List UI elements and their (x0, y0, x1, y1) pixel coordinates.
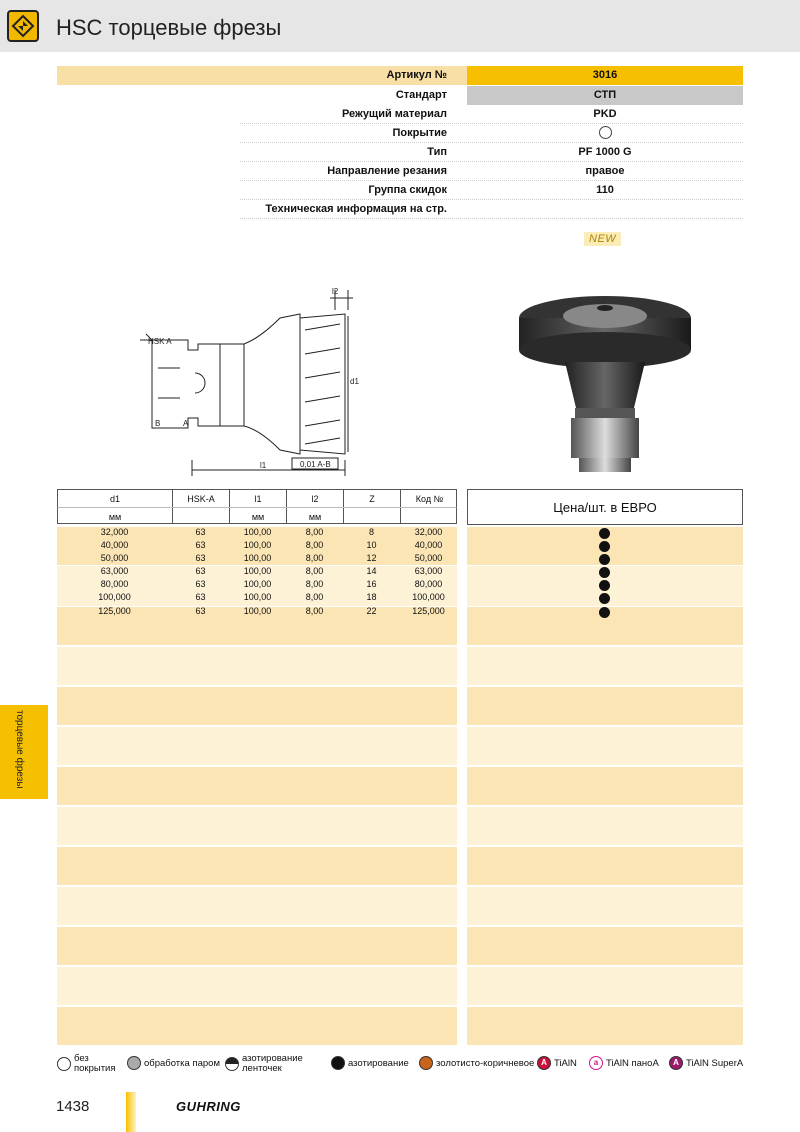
table-band (57, 927, 457, 965)
spec-label: Техническая информация на стр. (265, 203, 447, 215)
cell-z: 14 (366, 566, 377, 576)
cell-z: 8 (368, 527, 374, 537)
legend-label: TiAlN паноA (606, 1057, 659, 1069)
brand-logo: GUHRING (176, 1099, 241, 1114)
spec-row-standard (57, 86, 743, 105)
spec-value (467, 124, 743, 143)
unit-cell: мм (58, 508, 173, 523)
spec-row-material (240, 105, 743, 124)
cell-d1: 40,000 (100, 540, 129, 550)
availability-dot-icon (599, 554, 610, 565)
steam-treatment-icon (127, 1056, 141, 1070)
table-row (57, 566, 457, 579)
spec-label: Тип (427, 146, 447, 158)
spec-label: Группа скидок (368, 184, 447, 196)
cell-z: 16 (366, 579, 377, 589)
cell-l2: 8,00 (305, 592, 324, 602)
cell-l2: 8,00 (305, 553, 324, 563)
availability-dot-icon (599, 541, 610, 552)
cell-code: 32,000 (414, 527, 443, 537)
cell-l1: 100,00 (243, 540, 272, 550)
availability-dot-icon (599, 528, 610, 539)
table-band (57, 807, 457, 845)
legend-item-bronze (419, 1056, 534, 1070)
table-row (57, 606, 457, 619)
spec-label: Направление резания (327, 165, 447, 177)
legend-label-line: покрытия (74, 1063, 116, 1074)
legend-label: азотирование (348, 1057, 409, 1069)
cell-code: 63,000 (414, 566, 443, 576)
cell-l2: 8,00 (305, 540, 324, 550)
cell-hsk: 63 (195, 553, 206, 563)
table-band (57, 967, 457, 1005)
cell-code: 100,000 (412, 592, 445, 602)
legend-item-tialn-nano (589, 1056, 659, 1070)
cell-code: 80,000 (414, 579, 443, 589)
cell-hsk: 63 (195, 527, 206, 537)
spec-label: Покрытие (392, 127, 447, 139)
cell-d1: 125,000 (98, 606, 131, 616)
uncoated-icon (57, 1057, 71, 1071)
cell-d1: 63,000 (100, 566, 129, 576)
availability-dot-icon (599, 593, 610, 604)
legend-item-steam (127, 1056, 220, 1070)
cell-hsk: 63 (195, 592, 206, 602)
price-band (467, 727, 743, 765)
table-header-row (57, 489, 457, 507)
spec-row-coating (240, 124, 743, 143)
price-band (467, 767, 743, 805)
cell-d1: 80,000 (100, 579, 129, 589)
cell-d1: 50,000 (100, 553, 129, 563)
cell-z: 22 (366, 606, 377, 616)
cell-code: 125,000 (412, 606, 445, 616)
column-header: HSK-A (173, 490, 230, 507)
cell-l2: 8,00 (305, 566, 324, 576)
spec-row-type (240, 143, 743, 162)
datum-a-label: A (183, 419, 189, 428)
spec-value: 110 (596, 184, 614, 196)
column-header: l1 (230, 490, 287, 507)
unit-cell (173, 508, 230, 523)
unit-cell (344, 508, 401, 523)
page-number: 1438 (56, 1098, 90, 1115)
table-row (57, 540, 457, 553)
price-band (467, 887, 743, 925)
spec-value (467, 200, 743, 219)
spec-value: СТП (467, 86, 743, 105)
spec-value: PKD (593, 108, 617, 120)
footer-accent-bar (126, 1092, 136, 1132)
cell-code: 40,000 (414, 540, 443, 550)
table-units-row (57, 507, 457, 524)
table-band (57, 727, 457, 765)
price-band (467, 967, 743, 1005)
availability-dot-icon (599, 567, 610, 578)
bronze-icon (419, 1056, 433, 1070)
tialn-icon: A (537, 1056, 551, 1070)
price-band (467, 927, 743, 965)
spec-label: Стандарт (395, 89, 447, 101)
spec-value: PF 1000 G (578, 146, 632, 158)
legend-label-line: без (74, 1053, 89, 1064)
column-header: Код № (415, 494, 444, 504)
table-row (57, 527, 457, 540)
uncoated-circle-icon (599, 126, 612, 139)
section-side-tab (0, 705, 48, 799)
legend-label: обработка паром (144, 1057, 220, 1069)
table-row (57, 579, 457, 592)
l2-label: l2 (332, 287, 339, 296)
tialn-super-icon: A (669, 1056, 683, 1070)
spec-row-direction (240, 162, 743, 181)
legend-item-uncoated (57, 1054, 116, 1074)
tolerance-label: 0,01 A-B (300, 460, 331, 469)
table-row (57, 553, 457, 566)
side-tab-label: торцевые фрезы (14, 710, 25, 789)
legend-label: TiAlN (554, 1057, 577, 1069)
availability-dot-icon (599, 580, 610, 591)
datum-b-label: B (155, 419, 161, 428)
cell-d1: 100,000 (98, 592, 131, 602)
cell-code: 50,000 (414, 553, 443, 563)
price-band (467, 647, 743, 685)
cell-l1: 100,00 (243, 553, 272, 563)
column-header: l2 (287, 490, 344, 507)
table-band (57, 687, 457, 725)
cell-z: 18 (366, 592, 377, 602)
l1-label: l1 (260, 461, 267, 470)
cell-z: 12 (366, 553, 377, 563)
spec-value: 3016 (467, 66, 743, 85)
cell-hsk: 63 (195, 566, 206, 576)
nitriding-icon (331, 1056, 345, 1070)
margin-nitriding-icon (225, 1057, 239, 1071)
cell-l2: 8,00 (305, 527, 324, 537)
spec-row-techinfo (240, 200, 743, 219)
legend-label-line: азотирование (242, 1053, 303, 1064)
cell-hsk: 63 (195, 579, 206, 589)
product-photo (505, 282, 705, 482)
spec-row-discount (240, 181, 743, 200)
price-band (467, 847, 743, 885)
table-band (57, 1007, 457, 1045)
availability-dot-icon (599, 607, 610, 618)
column-header: d1 (58, 490, 173, 507)
spec-value: правое (585, 165, 625, 177)
price-band (467, 807, 743, 845)
price-header: Цена/шт. в ЕВРО (467, 489, 743, 525)
legend-item-nitriding (331, 1056, 409, 1070)
spec-row-article (57, 66, 743, 85)
legend-item-tialn-super (669, 1056, 743, 1070)
price-band (467, 1007, 743, 1045)
table-row (57, 592, 457, 605)
unit-cell (401, 508, 458, 523)
column-header: Z (344, 490, 401, 507)
unit-cell: мм (287, 508, 344, 523)
cell-l1: 100,00 (243, 592, 272, 602)
cell-d1: 32,000 (100, 527, 129, 537)
d1-label: d1 (350, 377, 359, 386)
unit-cell: мм (230, 508, 287, 523)
hsk-label: HSK A (148, 337, 172, 346)
cell-l2: 8,00 (305, 579, 324, 589)
new-badge: NEW (584, 232, 621, 246)
table-band (57, 887, 457, 925)
coating-legend (57, 1052, 747, 1076)
table-band (57, 647, 457, 685)
section-logo-icon (7, 10, 39, 42)
table-band (57, 767, 457, 805)
cell-l1: 100,00 (243, 606, 272, 616)
tialn-nano-icon: a (589, 1056, 603, 1070)
dimension-table (57, 489, 457, 524)
table-band (57, 847, 457, 885)
cell-l1: 100,00 (243, 579, 272, 589)
spec-label: Режущий материал (341, 108, 447, 120)
spec-label: Артикул № (386, 69, 447, 81)
cell-hsk: 63 (195, 606, 206, 616)
cell-l2: 8,00 (305, 606, 324, 616)
cell-z: 10 (366, 540, 377, 550)
legend-item-tialn (537, 1056, 577, 1070)
technical-drawing (140, 278, 380, 478)
legend-label-line: ленточек (242, 1063, 282, 1074)
legend-label: золотисто-коричневое (436, 1057, 535, 1069)
price-band (467, 687, 743, 725)
legend-item-margin-nitriding (225, 1054, 303, 1074)
cell-l1: 100,00 (243, 566, 272, 576)
cell-hsk: 63 (195, 540, 206, 550)
cell-l1: 100,00 (243, 527, 272, 537)
page-title: HSC торцевые фрезы (56, 15, 282, 40)
legend-label: TiAlN SuperA (686, 1057, 744, 1069)
page-header (0, 0, 800, 52)
